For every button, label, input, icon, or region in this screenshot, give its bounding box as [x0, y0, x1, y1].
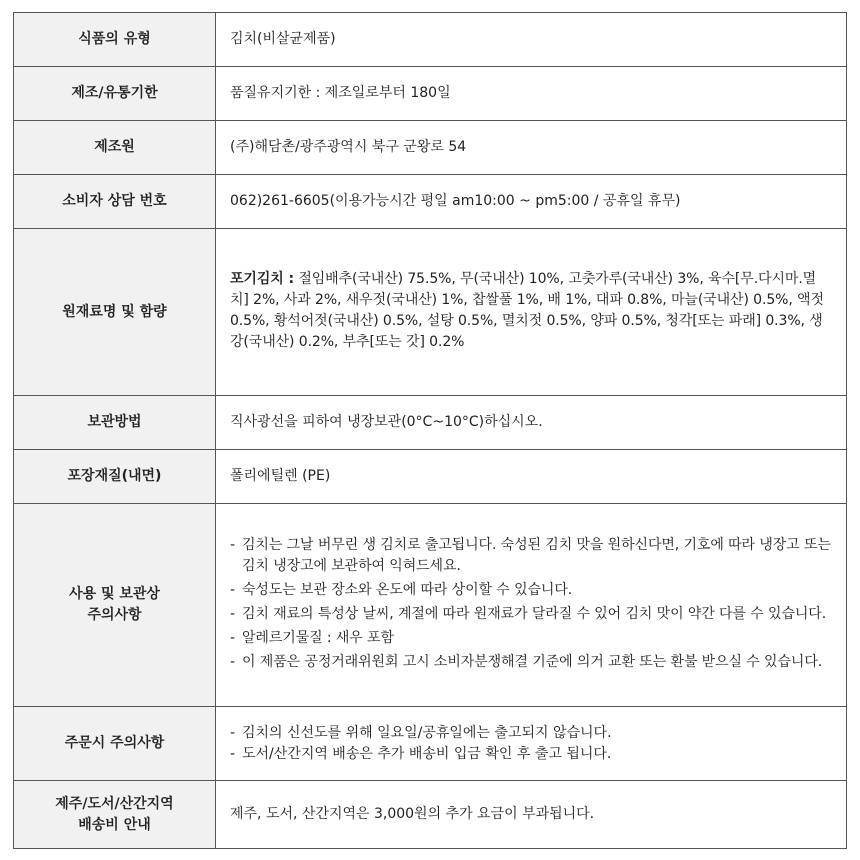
storage-label: 보관방법 [14, 396, 216, 450]
table-row [14, 13, 847, 67]
product-info-sheet [13, 12, 847, 849]
usage-notes-list [230, 535, 832, 673]
table-row [14, 504, 847, 707]
shipping-label-line2: 배송비 안내 [78, 816, 151, 833]
shipping-value: 제주, 도서, 산간지역은 3,000원의 추가 요금이 부과됩니다. [216, 781, 847, 849]
table-row [14, 396, 847, 450]
manufacturer-label: 제조원 [14, 121, 216, 175]
list-item: - 김치 재료의 특성상 날씨, 계절에 따라 원재료가 달라질 수 있어 김치 맛이 약간 다를 수 있습니다. [230, 604, 832, 625]
list-item: - 이 제품은 공정거래위원회 고시 소비자분쟁해결 기준에 의거 교환 또는 환불 받으실 수 있습니다. [230, 652, 832, 673]
product-name: 포기김치 : [230, 271, 294, 287]
table-row [14, 707, 847, 781]
table-row [14, 175, 847, 229]
consumer-contact-label: 소비자 상담 번호 [14, 175, 216, 229]
packaging-label: 포장재질(내면) [14, 450, 216, 504]
usage-notes-label [14, 504, 216, 707]
packaging-value: 폴리에틸렌 (PE) [216, 450, 847, 504]
table-row [14, 229, 847, 396]
table-row [14, 67, 847, 121]
table-row [14, 781, 847, 849]
storage-value: 직사광선을 피하여 냉장보관(0°C~10°C)하십시오. [216, 396, 847, 450]
usage-notes-label-line2: 주의사항 [87, 607, 142, 623]
shipping-label-line1: 제주/도서/산간지역 [55, 795, 174, 812]
usage-notes-label-line1: 사용 및 보관상 [69, 586, 160, 602]
table-row [14, 121, 847, 175]
table-row [14, 450, 847, 504]
order-notes-list [230, 723, 832, 765]
order-notes-label: 주문시 주의사항 [14, 707, 216, 781]
list-item: - 도서/산간지역 배송은 추가 배송비 입금 확인 후 출고 됩니다. [230, 744, 832, 765]
usage-notes-value [216, 504, 847, 707]
list-item: - 알레르기물질 : 새우 포함 [230, 628, 832, 649]
expiry-value: 품질유지기한 : 제조일로부터 180일 [216, 67, 847, 121]
list-item: - 김치는 그날 버무린 생 김치로 출고됩니다. 숙성된 김치 맛을 원하신다면, 기호에 따라 냉장고 또는 김치 냉장고에 보관하여 익혀드세요. [230, 535, 832, 577]
ingredients-value [216, 229, 847, 396]
ingredients-list: 절임배추(국내산) 75.5%, 무(국내산) 10%, 고춧가루(국내산) 3%, 육수[무.다시마.멸치] 2%, 사과 2%, 새우젓(국내산) 1%, 찹쌀풀 1%, 배 1%, 대파 0.8%, 마늘(국내산) 0.5%, 액젓 0.5%, 황석어젓(국내산) 0.5%, 설탕 0.5%, 멸치젓 0.5%, 양파 0.5%, 청각[또는 파래] 0.3%, 생강(국내산) 0.2%, 부추[또는 갓] 0.2% [230, 271, 824, 350]
food-type-value: 김치(비살균제품) [216, 13, 847, 67]
order-notes-value [216, 707, 847, 781]
expiry-label: 제조/유통기한 [14, 67, 216, 121]
manufacturer-value: (주)해담촌/광주광역시 북구 군왕로 54 [216, 121, 847, 175]
food-type-label: 식품의 유형 [14, 13, 216, 67]
list-item: - 숙성도는 보관 장소와 온도에 따라 상이할 수 있습니다. [230, 580, 832, 601]
consumer-contact-value: 062)261-6605(이용가능시간 평일 am10:00 ~ pm5:00 / 공휴일 휴무) [216, 175, 847, 229]
shipping-label [14, 781, 216, 849]
product-info-table [13, 12, 847, 849]
list-item: - 김치의 신선도를 위해 일요일/공휴일에는 출고되지 않습니다. [230, 723, 832, 744]
ingredients-label: 원재료명 및 함량 [14, 229, 216, 396]
